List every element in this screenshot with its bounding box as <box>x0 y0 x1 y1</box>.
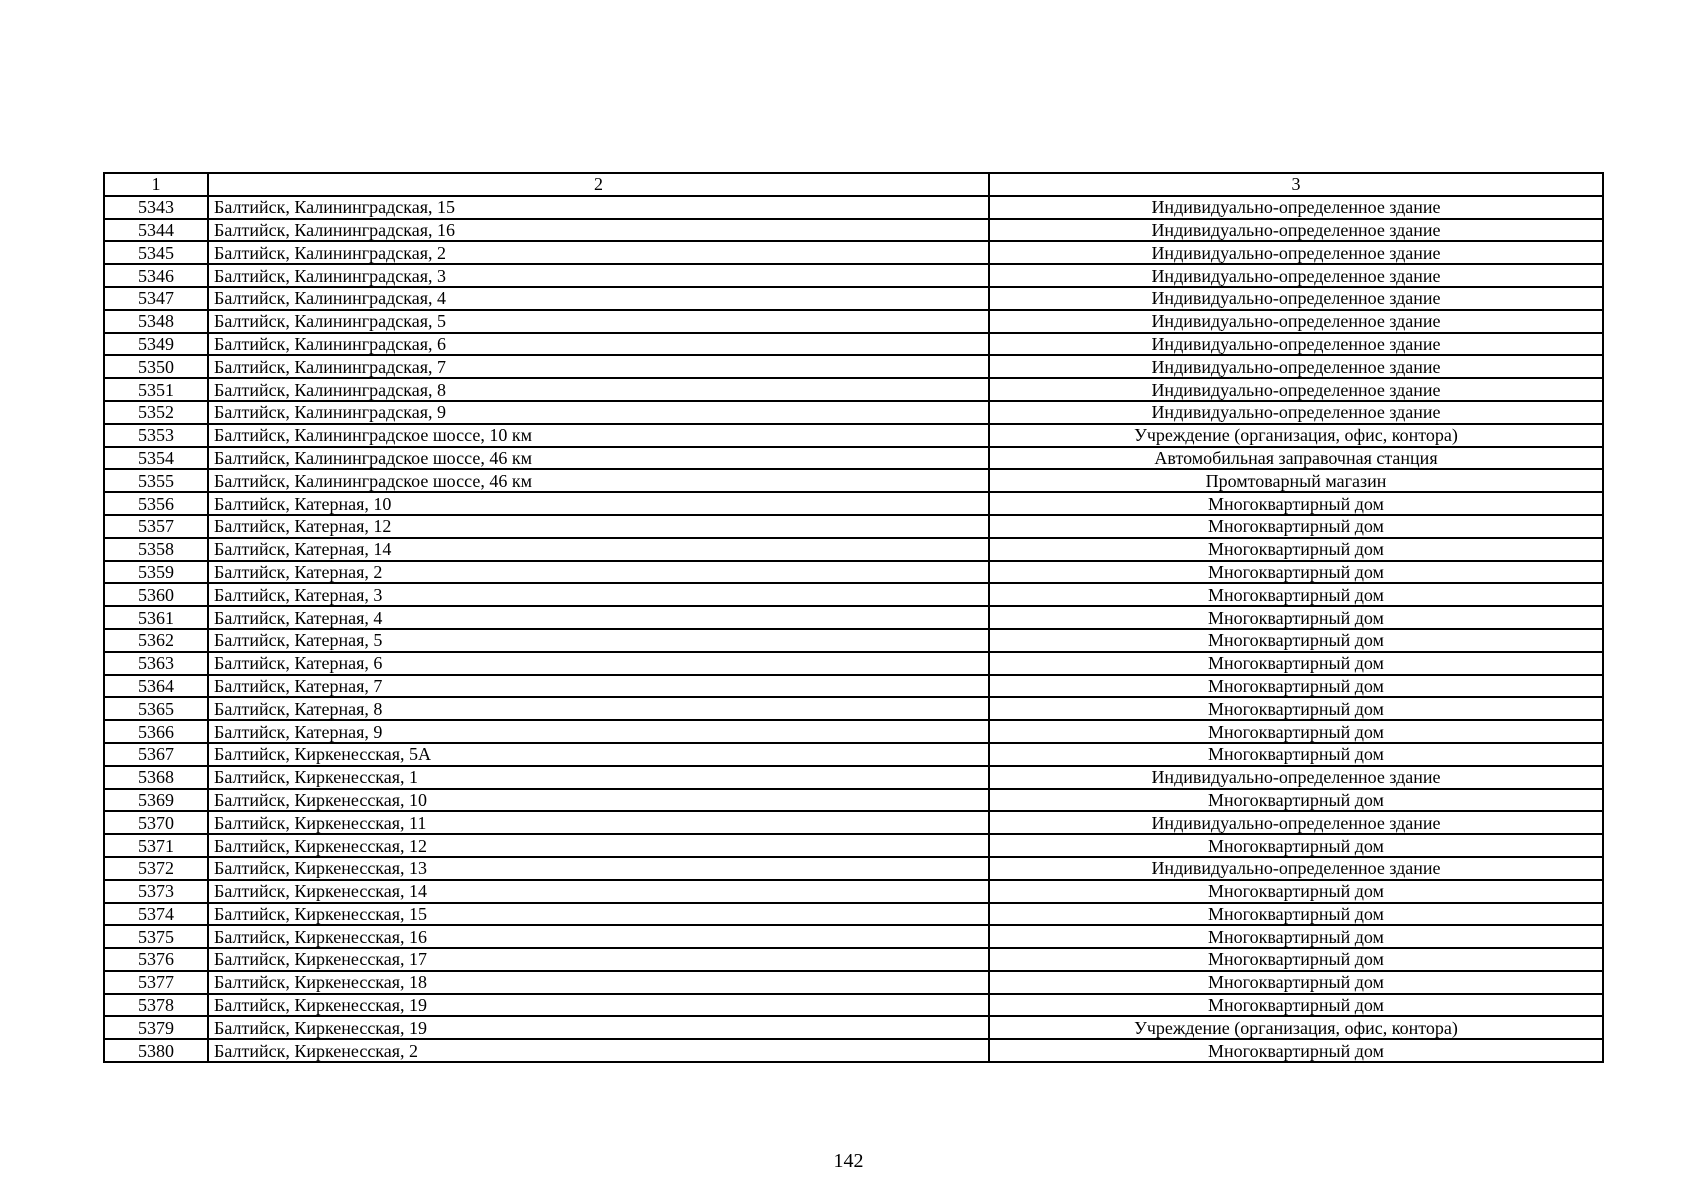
address-cell: Балтийск, Калининградская, 9 <box>208 401 989 424</box>
address-cell: Балтийск, Киркенесская, 17 <box>208 948 989 971</box>
row-number-cell: 5374 <box>104 903 208 926</box>
address-cell: Балтийск, Катерная, 6 <box>208 652 989 675</box>
row-number-cell: 5349 <box>104 333 208 356</box>
object-type-cell: Учреждение (организация, офис, контора) <box>989 424 1603 447</box>
address-cell: Балтийск, Киркенесская, 14 <box>208 880 989 903</box>
table-body <box>104 196 1603 1062</box>
address-cell: Балтийск, Калининградская, 4 <box>208 287 989 310</box>
row-number-cell: 5376 <box>104 948 208 971</box>
object-type-cell: Многоквартирный дом <box>989 492 1603 515</box>
table-row <box>104 675 1603 698</box>
row-number-cell: 5355 <box>104 469 208 492</box>
table-row <box>104 811 1603 834</box>
table-row <box>104 241 1603 264</box>
row-number-cell: 5343 <box>104 196 208 219</box>
object-type-cell: Индивидуально-определенное здание <box>989 766 1603 789</box>
row-number-cell: 5377 <box>104 971 208 994</box>
row-number-cell: 5380 <box>104 1039 208 1062</box>
row-number-cell: 5354 <box>104 447 208 470</box>
table-row <box>104 424 1603 447</box>
object-type-cell: Многоквартирный дом <box>989 789 1603 812</box>
object-type-cell: Многоквартирный дом <box>989 994 1603 1017</box>
table-row <box>104 743 1603 766</box>
table-row <box>104 219 1603 242</box>
object-type-cell: Многоквартирный дом <box>989 948 1603 971</box>
row-number-cell: 5356 <box>104 492 208 515</box>
address-cell: Балтийск, Калининградская, 2 <box>208 241 989 264</box>
object-type-cell: Многоквартирный дом <box>989 538 1603 561</box>
address-cell: Балтийск, Калининградская, 16 <box>208 219 989 242</box>
address-cell: Балтийск, Калининградская, 8 <box>208 378 989 401</box>
table-row <box>104 971 1603 994</box>
object-type-cell: Индивидуально-определенное здание <box>989 310 1603 333</box>
row-number-cell: 5358 <box>104 538 208 561</box>
address-cell: Балтийск, Калининградская, 6 <box>208 333 989 356</box>
address-cell: Балтийск, Катерная, 10 <box>208 492 989 515</box>
address-cell: Балтийск, Калининградское шоссе, 10 км <box>208 424 989 447</box>
table-row <box>104 857 1603 880</box>
table-row <box>104 766 1603 789</box>
address-cell: Балтийск, Киркенесская, 16 <box>208 925 989 948</box>
header-col-2: 2 <box>208 173 989 196</box>
row-number-cell: 5375 <box>104 925 208 948</box>
object-type-cell: Индивидуально-определенное здание <box>989 857 1603 880</box>
address-cell: Балтийск, Киркенесская, 18 <box>208 971 989 994</box>
address-cell: Балтийск, Киркенесская, 1 <box>208 766 989 789</box>
row-number-cell: 5344 <box>104 219 208 242</box>
table-row <box>104 652 1603 675</box>
table-row <box>104 196 1603 219</box>
row-number-cell: 5366 <box>104 720 208 743</box>
address-cell: Балтийск, Калининградское шоссе, 46 км <box>208 469 989 492</box>
address-cell: Балтийск, Катерная, 3 <box>208 583 989 606</box>
table-row <box>104 378 1603 401</box>
row-number-cell: 5371 <box>104 834 208 857</box>
object-type-cell: Индивидуально-определенное здание <box>989 355 1603 378</box>
address-cell: Балтийск, Катерная, 7 <box>208 675 989 698</box>
address-cell: Балтийск, Киркенесская, 5А <box>208 743 989 766</box>
page-number: 142 <box>833 1150 864 1172</box>
table-row <box>104 1039 1603 1062</box>
address-cell: Балтийск, Катерная, 2 <box>208 561 989 584</box>
object-type-cell: Промтоварный магазин <box>989 469 1603 492</box>
address-cell: Балтийск, Киркенесская, 15 <box>208 903 989 926</box>
row-number-cell: 5360 <box>104 583 208 606</box>
address-cell: Балтийск, Киркенесская, 2 <box>208 1039 989 1062</box>
object-type-cell: Многоквартирный дом <box>989 606 1603 629</box>
address-cell: Балтийск, Калининградская, 7 <box>208 355 989 378</box>
object-type-cell: Многоквартирный дом <box>989 561 1603 584</box>
table-row <box>104 789 1603 812</box>
row-number-cell: 5345 <box>104 241 208 264</box>
table-row <box>104 264 1603 287</box>
table-row <box>104 697 1603 720</box>
address-cell: Балтийск, Калининградская, 15 <box>208 196 989 219</box>
row-number-cell: 5346 <box>104 264 208 287</box>
table-row <box>104 925 1603 948</box>
row-number-cell: 5362 <box>104 629 208 652</box>
row-number-cell: 5361 <box>104 606 208 629</box>
object-type-cell: Автомобильная заправочная станция <box>989 447 1603 470</box>
table-row <box>104 492 1603 515</box>
row-number-cell: 5348 <box>104 310 208 333</box>
row-number-cell: 5365 <box>104 697 208 720</box>
header-col-3: 3 <box>989 173 1603 196</box>
address-cell: Балтийск, Калининградская, 3 <box>208 264 989 287</box>
table-row <box>104 720 1603 743</box>
address-cell: Балтийск, Калининградское шоссе, 46 км <box>208 447 989 470</box>
object-type-cell: Многоквартирный дом <box>989 880 1603 903</box>
table-row <box>104 903 1603 926</box>
address-cell: Балтийск, Киркенесская, 19 <box>208 994 989 1017</box>
address-cell: Балтийск, Катерная, 12 <box>208 515 989 538</box>
row-number-cell: 5372 <box>104 857 208 880</box>
object-type-cell: Многоквартирный дом <box>989 652 1603 675</box>
table-row <box>104 447 1603 470</box>
table-row <box>104 561 1603 584</box>
object-type-cell: Многоквартирный дом <box>989 971 1603 994</box>
address-cell: Балтийск, Киркенесская, 11 <box>208 811 989 834</box>
object-type-cell: Многоквартирный дом <box>989 675 1603 698</box>
object-type-cell: Индивидуально-определенное здание <box>989 264 1603 287</box>
object-type-cell: Индивидуально-определенное здание <box>989 401 1603 424</box>
table-row <box>104 606 1603 629</box>
object-type-cell: Многоквартирный дом <box>989 925 1603 948</box>
address-cell: Балтийск, Киркенесская, 13 <box>208 857 989 880</box>
address-cell: Балтийск, Катерная, 5 <box>208 629 989 652</box>
object-type-cell: Индивидуально-определенное здание <box>989 333 1603 356</box>
object-type-cell: Многоквартирный дом <box>989 583 1603 606</box>
table-row <box>104 880 1603 903</box>
row-number-cell: 5351 <box>104 378 208 401</box>
table-header-row <box>104 173 1603 196</box>
row-number-cell: 5370 <box>104 811 208 834</box>
registry-table <box>103 172 1604 1063</box>
header-col-1: 1 <box>104 173 208 196</box>
address-cell: Балтийск, Катерная, 14 <box>208 538 989 561</box>
object-type-cell: Индивидуально-определенное здание <box>989 219 1603 242</box>
row-number-cell: 5350 <box>104 355 208 378</box>
row-number-cell: 5357 <box>104 515 208 538</box>
object-type-cell: Многоквартирный дом <box>989 834 1603 857</box>
row-number-cell: 5368 <box>104 766 208 789</box>
row-number-cell: 5369 <box>104 789 208 812</box>
object-type-cell: Многоквартирный дом <box>989 1039 1603 1062</box>
row-number-cell: 5363 <box>104 652 208 675</box>
row-number-cell: 5359 <box>104 561 208 584</box>
table-row <box>104 515 1603 538</box>
table-row <box>104 287 1603 310</box>
object-type-cell: Индивидуально-определенное здание <box>989 196 1603 219</box>
object-type-cell: Индивидуально-определенное здание <box>989 811 1603 834</box>
table-row <box>104 834 1603 857</box>
row-number-cell: 5379 <box>104 1016 208 1039</box>
row-number-cell: 5378 <box>104 994 208 1017</box>
address-cell: Балтийск, Киркенесская, 10 <box>208 789 989 812</box>
table-row <box>104 469 1603 492</box>
object-type-cell: Учреждение (организация, офис, контора) <box>989 1016 1603 1039</box>
table-row <box>104 1016 1603 1039</box>
table-row <box>104 310 1603 333</box>
table-row <box>104 401 1603 424</box>
object-type-cell: Многоквартирный дом <box>989 697 1603 720</box>
address-cell: Балтийск, Киркенесская, 19 <box>208 1016 989 1039</box>
table-row <box>104 948 1603 971</box>
address-cell: Балтийск, Катерная, 9 <box>208 720 989 743</box>
object-type-cell: Многоквартирный дом <box>989 720 1603 743</box>
object-type-cell: Индивидуально-определенное здание <box>989 378 1603 401</box>
table-row <box>104 538 1603 561</box>
object-type-cell: Многоквартирный дом <box>989 743 1603 766</box>
object-type-cell: Многоквартирный дом <box>989 515 1603 538</box>
object-type-cell: Многоквартирный дом <box>989 629 1603 652</box>
object-type-cell: Индивидуально-определенное здание <box>989 287 1603 310</box>
address-cell: Балтийск, Катерная, 8 <box>208 697 989 720</box>
table-row <box>104 333 1603 356</box>
address-cell: Балтийск, Киркенесская, 12 <box>208 834 989 857</box>
row-number-cell: 5364 <box>104 675 208 698</box>
row-number-cell: 5353 <box>104 424 208 447</box>
address-cell: Балтийск, Катерная, 4 <box>208 606 989 629</box>
address-cell: Балтийск, Калининградская, 5 <box>208 310 989 333</box>
table-row <box>104 583 1603 606</box>
table-row <box>104 355 1603 378</box>
table-row <box>104 994 1603 1017</box>
object-type-cell: Индивидуально-определенное здание <box>989 241 1603 264</box>
table-row <box>104 629 1603 652</box>
object-type-cell: Многоквартирный дом <box>989 903 1603 926</box>
row-number-cell: 5347 <box>104 287 208 310</box>
row-number-cell: 5367 <box>104 743 208 766</box>
row-number-cell: 5373 <box>104 880 208 903</box>
row-number-cell: 5352 <box>104 401 208 424</box>
